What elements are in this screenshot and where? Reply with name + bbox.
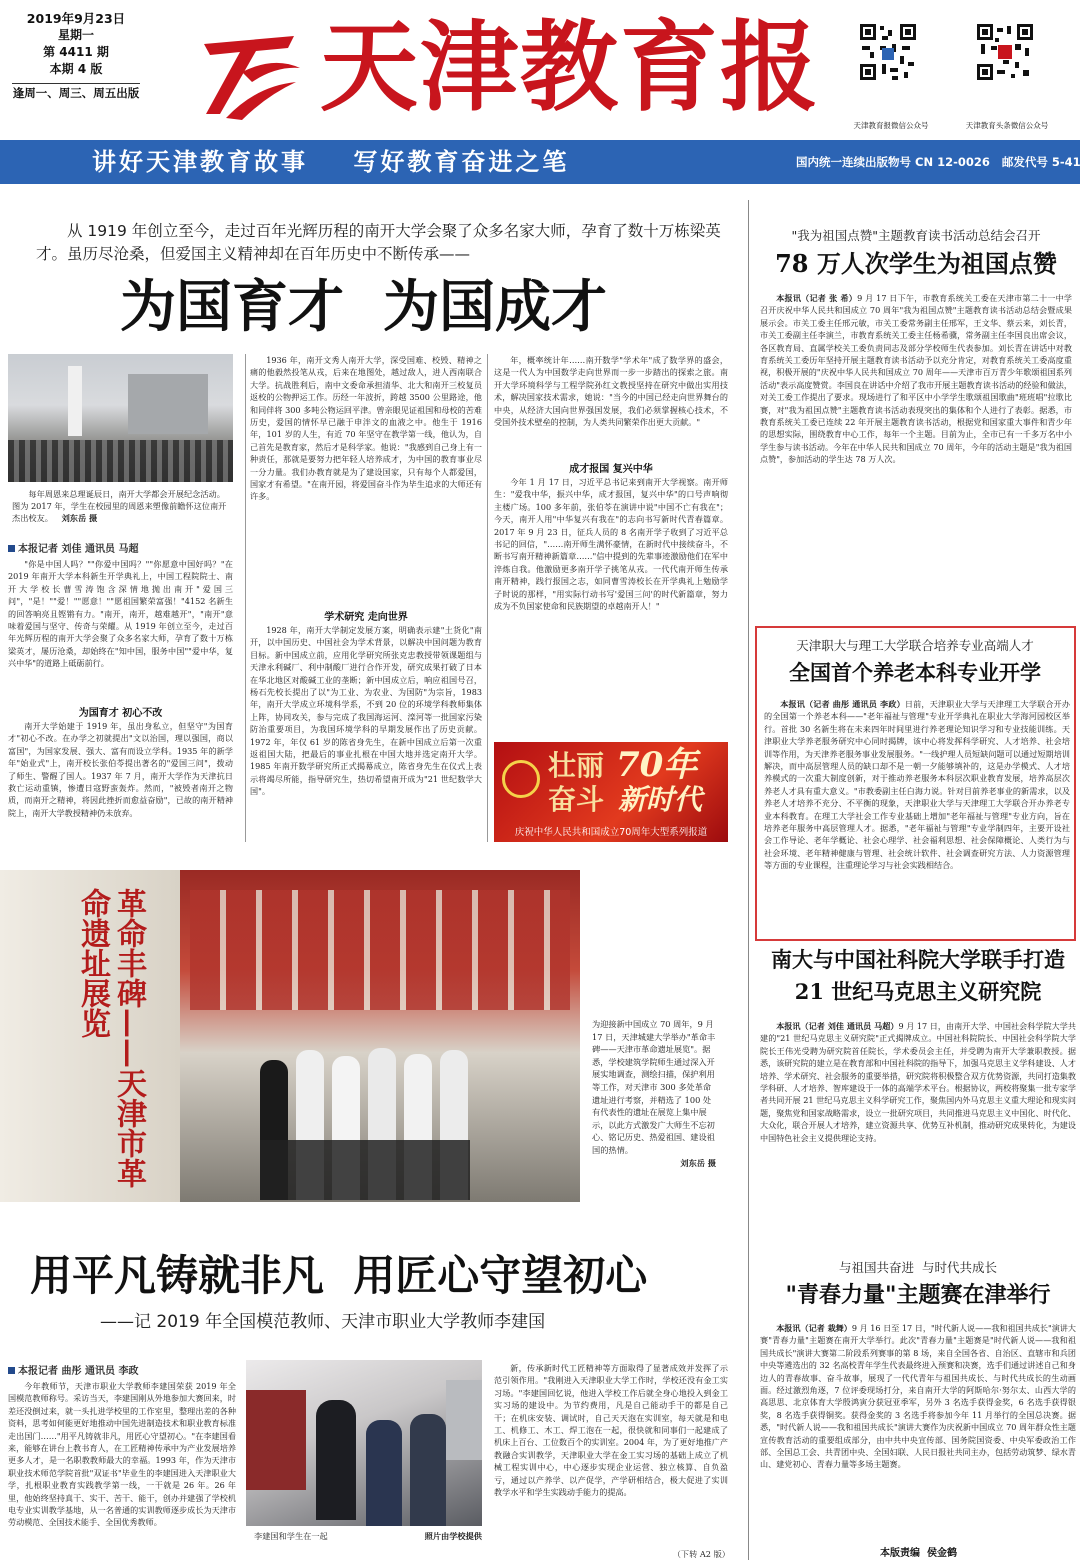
byline-marker-icon bbox=[8, 1367, 15, 1374]
lead-intro: 从 1919 年创立至今，走过百年光辉历程的南开大学会聚了众多名家大师，孕育了数十万栋梁英才。虽历尽沧桑，但爱国主义精神却在百年历史中不断传承—— bbox=[36, 222, 721, 263]
anniversary-banner bbox=[494, 742, 728, 842]
logo-mark-icon bbox=[196, 26, 306, 122]
lead-col3b: 今年 1 月 17 日，习近平总书记来到南开大学视察。南开师生："爱我中华，振兴中华，成才报国，复兴中华"的口号声响彻主楼广场。100 多年前，张伯苓在演讲中说"中国不亡有我在"；今天，南开人用"中华复兴有我在"的志向书写新时代青春篇章。2017 年 9 月 23 日，征兵人员的 8 名南开学子收到了习近平总书记的回信，"……南开师生满怀豪情，在新时代中接续奋斗，不断书写南开精神新篇章……"信中提到的先辈事迹激励他们在军中淬炼自我。他激励更多南开学子挑笔从戎。一代代南开师生传承南开精神，践行报国之志，如同曹雪涛校长在开学典礼上勉励学子时说的那样，"用实际行动书写'爱国三问'的时代新篇章，努力成为不负国家使命和民族期望的卓越南开人！" bbox=[494, 477, 728, 612]
teacher-photo bbox=[246, 1360, 482, 1526]
byline-marker-icon bbox=[8, 545, 15, 552]
teacher-photo-caption: 李建国和学生在一起 bbox=[254, 1531, 328, 1541]
qr-code-wechat bbox=[853, 22, 929, 130]
statue-photo-credit: 刘东岳 摄 bbox=[61, 513, 98, 523]
feature-col1: 今年教师节，天津市职业大学教师李建国荣获 2019 年全国模范教师称号。采访当天，李建国刚从外地参加大赛回来，时差还没倒过来，就一头扎进学校里的工作室里，整理出差的各种资料，思考如何能更好地推动中国先进制造技术和职业教育标准走出国门……"用平凡铸就非凡，用匠心守望初心。"在李建国看来，能够在讲台上教书育人，在工匠精神传承中为产业发展培养更多人才，是一名职教教师最大的幸福。1993 年，作为天津市职业技术师范学院首批"双证书"毕业生的李建国进入天津职业大学，扎根职业教育实践教学第一线，一干就是 26 年。26 年里，他始终坚持真干、实干、苦干、能干，创办并建强了学校机电专业实训教学基地，从一名普通的实训教师逐步成长为天津市劳动模范、全国技术能手、全国优秀教师。 bbox=[8, 1381, 236, 1528]
issue-weekday: 星期一 bbox=[57, 28, 94, 42]
qr-code-icon bbox=[858, 22, 918, 82]
feature-headline: 用平凡铸就非凡 用匠心守望初心 bbox=[30, 1251, 648, 1300]
slogan-bar bbox=[0, 140, 1080, 184]
lead-col3: 年，概率统计年……南开数学"学术年"成了数学界的盛会，这是一代人为中国数学走向世界而一步一步踏出的探索之旅。南开大学环境科学与工程学院孙红文教授坚持在研究中做出实用技术，解决国家技术需求，她说："当今的中国已经走向世界舞台的中央，从经济大国向世界强国发展，我们必须掌握核心技术，不受国外技术壁垒的控制，为人类共同繁荣作出更大贡献。" bbox=[494, 355, 728, 428]
banner-word-3: 奋斗 bbox=[548, 783, 605, 816]
lead-col1b: 南开大学始建于 1919 年，虽出身私立，但坚守"为国育才"初心不改。在办学之初就提出"文以治国，理以强国，商以富国"，为国家发展、强大、富有而设立学科。1935 年的新学年"始业式"上，南开校长张伯苓提出著名的"爱国三问"，拨动了师生、警醒了国人。1937 年 7 月，南开大学作为天津抗日救亡运动重镇，惨遭日寇野蛮轰炸。然而，"被毁者南开之物质，而南开之精神，将因此挫折而愈益奋励"，已故的南开精神院上，南开大学教授精神仍未放弃。 bbox=[8, 721, 233, 818]
teacher-photo-credit: 照片由学校提供 bbox=[424, 1531, 482, 1541]
feature-col3: 新，传承新时代工匠精神等方面取得了显著成效并发挥了示范引领作用。"我刚进入天津职业大学工作时，学校还没有金工实习场。"李建国回忆说，他进入学校工作后就全身心地投入到金工实习场的建设中。为节约费用，凡是自己能动手干的都是自己干；在机床安装、调试时，自己天天泡在实训室，每天就是和电工、机修工、木工、焊工泡在一起，很快就和同事们一起建成了机床上百台、工位数百个的实训室。2004 年，为了更好地推广产教融合实训教学，天津职业大学在金工实习场的基础上成立了机械工程实训中心，中心逐步实现企业运营、独立核算、自负盈亏，通过以产养学、以产促学，产学研相结合，极大促进了实训教学水平和学生实践动手能力的提高。 bbox=[494, 1363, 728, 1498]
story4-headline: "青春力量"主题赛在津举行 bbox=[785, 1282, 1051, 1308]
story2-byline: 本报讯（记者 曲彤 通讯员 李政） bbox=[780, 699, 905, 709]
story4-byline: 本报讯（记者 栽舞） bbox=[776, 1323, 852, 1333]
exhibit-caption: 为迎接新中国成立 70 周年，9 月 17 日，天津城建大学举办"革命丰碑——天津市革命遗址展览"。据悉，学校建筑学院师生通过深入开展实地调查，测绘扫描，保护利用等工作，对天津市 300 多处革命遗址进行考察，并精选了 100 处有代表性的遗址在展览上集中展示，以此方式激发广大师生不忘初心、铭记历史、热爱祖国、建设祖国的热情。 刘东岳 摄 bbox=[592, 1019, 716, 1168]
qr-code-wechat-label: 天津教育报微信公众号 bbox=[853, 121, 929, 130]
issue-date: 2019年9月23日 bbox=[26, 11, 126, 26]
publication-number: 国内统一连续出版物号 CN 12-0026 邮发代号 5-41 bbox=[796, 155, 1081, 169]
column-rule bbox=[487, 354, 488, 842]
lead-byline: 本报记者 刘佳 通讯员 马超 bbox=[8, 540, 233, 555]
story3-byline: 本报讯（记者 刘佳 通讯员 马超） bbox=[776, 1021, 899, 1031]
newspaper-logo bbox=[196, 26, 306, 122]
qr-code-toutiao-label: 天津教育头条微信公众号 bbox=[965, 121, 1049, 130]
masthead-date-block bbox=[12, 10, 140, 102]
story4-body: 本报讯（记者 栽舞）9 月 16 日至 17 日，"时代新人说——我和祖国共成长"演讲大赛"青春力量"主题赛在南开大学举行。此次"青春力量"主题赛是"时代新人说——我和祖国共成长"演讲大赛第二阶段系列赛事的第 8 场，来自全国各省、自治区、直辖市和兵团中央等遴选出的 32 名高校青年学生代表最终进入预赛和决赛，选手们通过讲述自己和身边人的青春故事、奋斗故事，展现了一代代青年与祖国共成长、与时代共成长的生动画面。经过激烈角逐，7 位评委现场打分，来自南开大学的阿斯哈尔·努尔太、山西大学的高思思、北京体育大学殷鸿寅分获冠亚季军，另外 3 名选手获得金奖，6 名选手获得银奖，8 名选手获得铜奖。获得金奖的 3 名选手将参加今年 11 月举行的全国总决赛。据悉，"时代新人说——我和祖国共成长"演讲大赛作为庆祝新中国成立 70 周年群众性主题宣传教育活动的重要组成部分，由中共中央宣传部、国务院国资委、中央军委政治工作部、全国总工会、共青团中央、全国妇联、人民日报社共同主办，包括劳动筑梦、绿水青山、建党初心、青春力量等多场主题赛。 bbox=[760, 1323, 1076, 1470]
student-group bbox=[260, 1020, 490, 1202]
publish-schedule: 逢周一、周三、周五出版 bbox=[12, 86, 140, 100]
qr-code-toutiao bbox=[965, 22, 1049, 130]
banner-word-2: 70年 bbox=[616, 745, 698, 785]
banner-word-4: 新时代 bbox=[618, 783, 703, 816]
story1-byline: 本报讯（记者 张 希） bbox=[776, 293, 858, 303]
story1-body: 本报讯（记者 张 希）9 月 17 日下午，市教育系统关工委在天津市第二十一中学召开庆祝中华人民共和国成立 70 周年"我为祖国点赞"主题教育读书活动总结会暨成果展示会。市关工委主任邢元敏，市关工委常务副主任邢军，王文华、蔡云来，刘长青，市关工委副主任李演兰，市教育系统关工委主任杨希骥，常务副主任李国良出席会议，各区教育局、直属学校关工委负责同志及部分学校师生代表参加。刘长青在讲话中对教育系统关工委历年坚持开展主题教育读书活动予以充分肯定，对教育系统关工委高度重视，积极开展的"庆祝中华人民共和国成立 70 周年——天津市百万青少年歌颂祖国系列活动"表示高度赞赏。李国良在讲话中介绍了我市开展主题教育读书活动的经验和做法，对关工委工作提出了要求。现场进行了和平区中小学学生歌颂祖国歌曲"班班唱"拉歌比赛，对"我为祖国点赞"主题教育读书活动表现突出的集体和个人进行了表彰。据悉，市教育系统关工委已连续 22 年开展主题教育读书活动，根据党和国家重大事件和青少年的思想实际，围绕教育中心工作，每年一个主题。目前为止，全市已有一千多万名中小学生参与读书活动。今年在中华人民共和国成立 70 周年，今年的活动主题是"我为祖国点赞"，参加活动的学生达 78 万人次。 bbox=[760, 293, 1073, 465]
story3-body: 本报讯（记者 刘佳 通讯员 马超）9 月 17 日，由南开大学、中国社会科学院大学共建的"21 世纪马克思主义研究院"正式揭牌成立。中国社科院院长、中国社会科学院大学院长王伟光受聘为研究院首任院长，学术委员会主任，并受聘为南开大学兼职教授。据悉，该研究院的建立是在教育部和中国社科院的指导下，加强马克思主义学科建设、人才培养、学术研究、社会服务的重要举措，研究院将积极整合双方优势资源，共同打造集教学科研、人才培养、智库建设于一体的高端学术平台。根据协议，两校将聚集一批专家学者共同开展 21 世纪马克思主义科学研究工作，聚焦国内外马克思主义重大理论和现实问题，聚焦党和国家战略需求，设立一批研究项目，共同推进马克思主义中国化、时代化、大众化，联合开展人才培养，建立资源共享、优势互补机制，推动研究成果转化，为建设中国特色社会主义提供理论支持。 bbox=[760, 1021, 1076, 1143]
lead-col2: 1936 年，南开文秀人南开大学，深受国难、校毁、精神之痛的他毅然投笔从戎，后来在地图处，越过敌人，进人西南联合大学。抗战胜利后，南中文委命承担清华、北大和南开三校复员返校的公物押运工作。历经一年波折，跨越 3500 公里路途，他和同伴将 300 多吨公物运回平津。曾亲眼见证祖国和母校的苦难历史，爱国的情怀早已融于申泮文的血液之中。他生于 1916 年，101 岁的人生，有近 70 年坚守在教学第一线，他认为，自己首先是教育家，然后才是科学家。他说："我感到自己身上有一种责任，那就是要努力把年轻人培养成才，为中国的教育事业尽一分力量。我们办教育就是为了建设国家，只有每个人都爱国，国家才有希望。"在南开园，将爱国奋斗作为毕生追求的大师还有许多。 bbox=[250, 355, 482, 502]
lead-subhead-2: 学术研究 走向世界 bbox=[324, 612, 408, 623]
story3-headline-2: 21 世纪马克思主义研究院 bbox=[794, 979, 1042, 1004]
slogan-text: 讲好天津教育故事 写好教育奋进之笔 bbox=[92, 148, 570, 176]
lead-subhead-1: 为国育才 初心不改 bbox=[78, 708, 163, 719]
exhibit-photo bbox=[0, 870, 580, 1202]
lead-col1: "你是中国人吗？""你爱中国吗？""你愿意中国好吗？"在 2019 年南开大学本科新生开学典礼上，中国工程院院士、南开大学校长曹雪涛饱含深情地抛出南开"爱国三问"，"是！""爱！""愿意！""愿祖国繁荣富强！"4152 名新生的回答响亮且铿锵有力。"南开，南开，越难越开"，"南开"意味着爱国与坚守、传奇与荣耀。从 1919 年创立至今，走过百年光辉历程的南开大学会聚了众多名家大师，孕育了数十万栋梁英才，屡历沧桑，却始终在"知中国，服务中国""爱中华，复兴中华"的道路上砥砺前行。 bbox=[8, 559, 233, 669]
story2-kicker: 天津职大与理工大学联合培养专业高端人才 bbox=[796, 638, 1034, 653]
column-rule bbox=[245, 354, 246, 842]
lead-subhead-3: 成才报国 复兴中华 bbox=[569, 464, 653, 475]
page-editor: 本版责编 侯金鹤 bbox=[880, 1548, 957, 1559]
feature-continued: （下转 A2 版） bbox=[672, 1549, 730, 1559]
banner-subtitle: 庆祝中华人民共和国成立70周年大型系列报道 bbox=[514, 827, 708, 838]
qr-code-icon bbox=[975, 22, 1035, 82]
lead-col2b: 1928 年，南开大学制定发展方案，明确表示建"土货化"南开，以中国历史、中国社会为学术背景，以解决中国问题为教育目标。新中国成立前，应用化学研究所张克忠教授带领课题组与天津永利碱厂、利中制酸厂进行合作开发，研究成果打破了日本在华北地区对酸碱工业的垄断；新中国成立后，响应祖国号召，杨石先校长提出了以"为工业、为农业、为国防"为宗旨，1983 年，南开大学成立环境科学系，不到 20 位的环境学科教师集体上阵，协同攻关，参与完成了我国海运河、滦河等一批国家污染防治重要项目，为我国环境学科的早期发展作出了历史贡献。1972 年，年仅 61 岁的陈省身先生，在新中国成立后第一次重返祖国大陆，把最后的事业扎根在中国大地并选定南开大学。1985 年南开数学研究所正式揭幕成立，陈省身先生在仪式上表示将竭尽所能，指导研究生，热切希望南开成为"21 世纪数学大国"。 bbox=[250, 625, 482, 797]
feature-byline: 本报记者 曲彤 通讯员 李政 bbox=[8, 1362, 236, 1377]
exhibit-credit: 刘东岳 摄 bbox=[680, 1157, 716, 1168]
statue-photo bbox=[8, 354, 233, 482]
feature-subtitle: ——记 2019 年全国模范教师、天津市职业大学教师李建国 bbox=[100, 1312, 546, 1332]
banner-word-1: 壮丽 bbox=[548, 749, 605, 782]
story2-headline: 全国首个养老本科专业开学 bbox=[789, 660, 1041, 685]
story1-kicker: "我为祖国点赞"主题教育读书活动总结会召开 bbox=[791, 228, 1041, 243]
story1-headline: 78 万人次学生为祖国点赞 bbox=[775, 249, 1057, 278]
issue-number: 第 4411 期 bbox=[43, 45, 109, 59]
statue-photo-caption: 每年周恩来总理诞辰日，南开大学都会开展纪念活动。图为 2017 年，学生在校园里的周恩来塑像前瞻怀这位南开杰出校友。 刘东岳 摄 bbox=[12, 489, 227, 523]
exhibit-sign-text: 革命丰碑——天津市革命遗址展览 bbox=[75, 888, 146, 1188]
story4-kicker: 与祖国共奋进 与时代共成长 bbox=[839, 1260, 997, 1275]
lead-headline: 为国育才 为国成才 bbox=[120, 274, 607, 340]
newspaper-title: 天津教育报 bbox=[320, 10, 821, 125]
section-rule bbox=[748, 200, 749, 1560]
story3-headline-1: 南大与中国社科院大学联手打造 bbox=[771, 947, 1065, 972]
issue-pages: 本期 4 版 bbox=[49, 62, 103, 76]
story2-body: 本报讯（记者 曲彤 通讯员 李政）日前，天津职业大学与天津理工大学联合开办的全国第一个养老本科——"老年福祉与管理"专业开学典礼在职业大学海河园校区举行。首批 30 名新生将在未来四年时间里进行养老理论知识学习和专业技能训练。天津职业大学养老服务研究中心同时揭牌，该中心将发挥科学研究、人才培养、社会培训等作用，为天津养老服务事业发展服务。"一线护理人员短缺问题可以通过短期培训解决，而中高层管理人员的缺口却不是一朝一夕能够填补的，这是办学模式、人才培养模式的一次重大制度创新，对于推动养老服务本科层次职业教育发展，培养高层次养老人才具有重大意义。"市教委副主任白海力说。针对目前养老事业的新需求，以及养老人才培养不充分、不平衡的现象，天津职业大学与天津理工大学联合开办养老专业本科教育。在理工大学社会工作专业基础上增加"老年福祉与管理"专业方向，旨在培养老年服务中高层管理人才。据悉，"老年福祉与管理"专业学制四年，主要开设社会工作导论、老年学概论、社会心理学、社会福利思想、社会保障概论、人类行为与社会环境、老年精神健康与管理、社会统计软件、社会调查研究方法、人力资源管理等方面的专业课程，注重理论学习与社会实践相结合。 bbox=[764, 699, 1070, 871]
party-emblem-icon bbox=[502, 760, 540, 798]
